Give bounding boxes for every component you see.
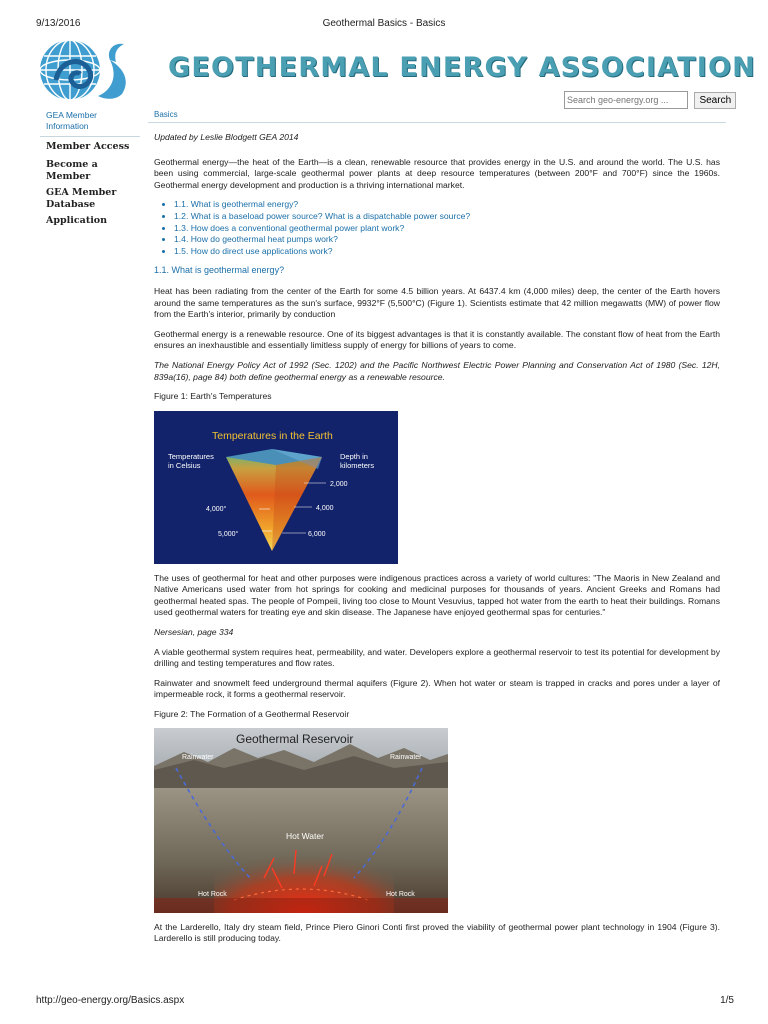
- breadcrumb[interactable]: Basics: [148, 108, 726, 123]
- globe-wave-icon[interactable]: [36, 38, 136, 102]
- figure-label: Hot Water: [286, 830, 324, 841]
- sidebar-member-info-link[interactable]: GEA Member Information: [40, 108, 140, 137]
- figure-label: Hot Rock: [198, 890, 227, 898]
- temperature-label: 4,000°: [206, 505, 227, 513]
- policy-note: The National Energy Policy Act of 1992 (Sec. 1202) and the Pacific Northwest Electric Power Planning and Conservation Act of 1980 (Sec. 12H, 839a(16), page 84) both define geothermal energy as a renewable resource.: [154, 359, 720, 382]
- figure-label: kilometers: [340, 460, 375, 470]
- print-date: 9/13/2016: [36, 18, 81, 29]
- search-input[interactable]: [564, 91, 688, 109]
- print-url: http://geo-energy.org/Basics.aspx: [36, 995, 185, 1006]
- article: [148, 132, 726, 945]
- toc-link[interactable]: • 1.2. What is a baseload power source? What is a dispatchable power source?: [174, 211, 720, 223]
- main-content: [148, 108, 726, 945]
- paragraph: Heat has been radiating from the center of the Earth for some 4.5 billion years. At 6437.4 km (4,000 miles) deep, the center of the Earth hovers around the same temperatures as the sun's surface, 9932°F (5,500°C) (Figure 1). Scientists estimate that 42 million megawatts (MW) of power flow from the Earth's interior, primarily by conduction: [154, 285, 720, 320]
- figure-label: Hot Rock: [386, 890, 415, 898]
- paragraph: The uses of geothermal for heat and other purposes were indigenous practices across a variety of world cultures: "The Maoris in New Zealand and Native Americans used water from hot springs for cooking and medicinal purposes for thousands of years. Ancient Greeks and Romans had geothermal heated spas. The people of Pompeii, living too close to Mount Vesuvius, tapped hot water from the earth to heat their buildings. Romans used geothermal waters for treating eye and skin disease. The Japanese have enjoyed geothermal spas for centuries.": [154, 572, 720, 618]
- figure-label: Depth in: [340, 451, 368, 461]
- site-name[interactable]: GEOTHERMAL ENERGY ASSOCIATION: [168, 52, 756, 83]
- figure-1-caption: Figure 1: Earth's Temperatures: [154, 391, 272, 402]
- table-of-contents: [154, 199, 720, 257]
- sidebar-item-member-access[interactable]: Member Access: [46, 141, 130, 152]
- section-heading: 1.1. What is geothermal energy?: [154, 265, 285, 276]
- search-bar: [564, 91, 736, 109]
- geothermal-reservoir-figure: [154, 728, 448, 913]
- search-button[interactable]: Search: [694, 92, 736, 109]
- figure-label: Temperatures: [168, 451, 214, 461]
- paragraph: Rainwater and snowmelt feed underground thermal aquifers (Figure 2). When hot water or steam is trapped in cracks and pores under a layer of impermeable rock, it forms a geothermal reservoir.: [154, 677, 720, 700]
- toc-link[interactable]: • 1.3. How does a conventional geothermal power plant work?: [174, 223, 720, 235]
- figure-2-caption: Figure 2: The Formation of a Geothermal Reservoir: [154, 709, 350, 720]
- figure-title: Geothermal Reservoir: [236, 731, 354, 746]
- citation: Nersesian, page 334: [154, 627, 234, 638]
- sidebar-item-become-member[interactable]: Become a Member: [46, 159, 98, 182]
- earth-temperatures-figure: [154, 411, 398, 564]
- print-page-number: 1/5: [720, 995, 734, 1006]
- depth-label: 4,000: [316, 504, 334, 512]
- figure-label: in Celsius: [168, 460, 201, 470]
- temperature-label: 5,000°: [218, 530, 239, 538]
- paragraph: At the Larderello, Italy dry steam field, Prince Piero Ginori Conti first proved the viability of geothermal power plant technology in 1904 (Figure 3). Larderello is still producing today.: [154, 921, 720, 944]
- toc-link[interactable]: • 1.5. How do direct use applications work?: [174, 246, 720, 258]
- figure-label: Rainwater: [182, 753, 214, 761]
- toc-link[interactable]: • 1.1. What is geothermal energy?: [174, 199, 720, 211]
- print-title: Geothermal Basics - Basics: [322, 18, 446, 29]
- figure-title: Temperatures in the Earth: [212, 429, 333, 442]
- depth-label: 2,000: [330, 480, 348, 488]
- sidebar-item-application[interactable]: Application: [46, 215, 108, 226]
- depth-label: 6,000: [308, 530, 326, 538]
- byline: Updated by Leslie Blodgett GEA 2014: [154, 132, 299, 142]
- figure-label: Rainwater: [390, 753, 422, 761]
- intro-paragraph: Geothermal energy—the heat of the Earth—is a clean, renewable resource that provides energy in the U.S. and around the world. The U.S. has been using commercial, large-scale geothermal power plants at deep resource temperatures (between 200°F and 700°F) since the 1960s. Geothermal energy development and production is a thriving international market.: [154, 156, 720, 190]
- paragraph: A viable geothermal system requires heat, permeability, and water. Developers explore a geothermal reservoir to test its potential for development by drilling and testing temperatures and flow rates.: [154, 646, 720, 669]
- paragraph: Geothermal energy is a renewable resource. One of its biggest advantages is that it is constantly available. The constant flow of heat from the Earth ensures an inexhaustible and essentially limitless supply of energy for billions of years to come.: [154, 328, 720, 351]
- sidebar-item-member-database[interactable]: GEA Member Database: [46, 187, 117, 210]
- sidebar: [40, 108, 140, 227]
- toc-link[interactable]: • 1.4. How do geothermal heat pumps work?: [174, 234, 720, 246]
